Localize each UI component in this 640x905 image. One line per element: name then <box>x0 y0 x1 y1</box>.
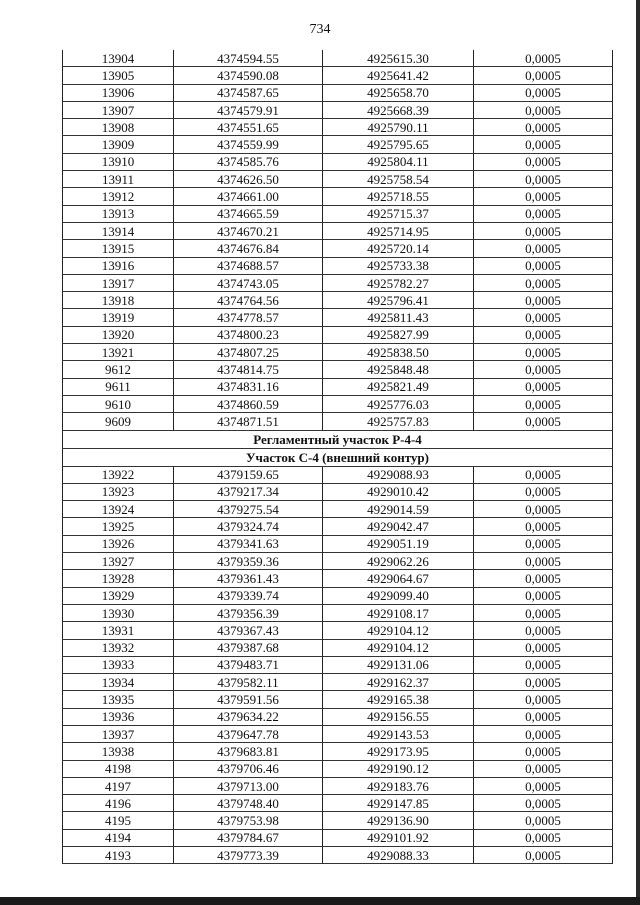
precision: 0,0005 <box>474 691 613 708</box>
table-row <box>63 67 613 84</box>
precision: 0,0005 <box>474 309 613 326</box>
precision: 0,0005 <box>474 829 613 846</box>
y-coordinate: 4925668.39 <box>323 101 474 118</box>
point-number: 13916 <box>63 257 174 274</box>
precision: 0,0005 <box>474 101 613 118</box>
y-coordinate: 4929099.40 <box>323 587 474 604</box>
table-row <box>63 50 613 67</box>
point-number: 13921 <box>63 344 174 361</box>
point-number: 13925 <box>63 518 174 535</box>
point-number: 9610 <box>63 395 174 412</box>
x-coordinate: 4374590.08 <box>174 67 323 84</box>
table-row <box>63 656 613 673</box>
point-number: 4198 <box>63 760 174 777</box>
y-coordinate: 4925821.49 <box>323 378 474 395</box>
precision: 0,0005 <box>474 222 613 239</box>
y-coordinate: 4929165.38 <box>323 691 474 708</box>
table-row <box>63 604 613 621</box>
x-coordinate: 4374831.16 <box>174 378 323 395</box>
table-row <box>63 153 613 170</box>
x-coordinate: 4374676.84 <box>174 240 323 257</box>
y-coordinate: 4925758.54 <box>323 171 474 188</box>
precision: 0,0005 <box>474 760 613 777</box>
table-row <box>63 361 613 378</box>
point-number: 13904 <box>63 50 174 67</box>
y-coordinate: 4929088.93 <box>323 466 474 483</box>
precision: 0,0005 <box>474 240 613 257</box>
y-coordinate: 4925811.43 <box>323 309 474 326</box>
y-coordinate: 4929173.95 <box>323 743 474 760</box>
x-coordinate: 4379647.78 <box>174 725 323 742</box>
precision: 0,0005 <box>474 119 613 136</box>
y-coordinate: 4929062.26 <box>323 553 474 570</box>
x-coordinate: 4374860.59 <box>174 395 323 412</box>
x-coordinate: 4374807.25 <box>174 344 323 361</box>
point-number: 13911 <box>63 171 174 188</box>
table-row <box>63 553 613 570</box>
point-number: 13920 <box>63 326 174 343</box>
y-coordinate: 4929014.59 <box>323 501 474 518</box>
x-coordinate: 4379713.00 <box>174 777 323 794</box>
table-row <box>63 292 613 309</box>
point-number: 9611 <box>63 378 174 395</box>
y-coordinate: 4929010.42 <box>323 483 474 500</box>
scan-edge-bottom <box>0 897 640 905</box>
table-row <box>63 483 613 500</box>
point-number: 13909 <box>63 136 174 153</box>
point-number: 13913 <box>63 205 174 222</box>
table-row <box>63 309 613 326</box>
point-number: 13926 <box>63 535 174 552</box>
table-row <box>63 622 613 639</box>
y-coordinate: 4929088.33 <box>323 847 474 864</box>
point-number: 13905 <box>63 67 174 84</box>
x-coordinate: 4374661.00 <box>174 188 323 205</box>
x-coordinate: 4374688.57 <box>174 257 323 274</box>
table-row <box>63 205 613 222</box>
table-row <box>63 274 613 291</box>
y-coordinate: 4925757.83 <box>323 413 474 430</box>
x-coordinate: 4374559.99 <box>174 136 323 153</box>
table-row <box>63 344 613 361</box>
subsection-title: Участок С-4 (внешний контур) <box>63 448 613 466</box>
x-coordinate: 4379367.43 <box>174 622 323 639</box>
table-row <box>63 795 613 812</box>
y-coordinate: 4925795.65 <box>323 136 474 153</box>
x-coordinate: 4374764.56 <box>174 292 323 309</box>
x-coordinate: 4374665.59 <box>174 205 323 222</box>
x-coordinate: 4379275.54 <box>174 501 323 518</box>
y-coordinate: 4929162.37 <box>323 674 474 691</box>
table-row <box>63 240 613 257</box>
x-coordinate: 4379339.74 <box>174 587 323 604</box>
subsection-row <box>63 448 613 466</box>
precision: 0,0005 <box>474 292 613 309</box>
precision: 0,0005 <box>474 777 613 794</box>
point-number: 13932 <box>63 639 174 656</box>
y-coordinate: 4925718.55 <box>323 188 474 205</box>
point-number: 13934 <box>63 674 174 691</box>
x-coordinate: 4379784.67 <box>174 829 323 846</box>
point-number: 13919 <box>63 309 174 326</box>
table-row <box>63 188 613 205</box>
precision: 0,0005 <box>474 604 613 621</box>
y-coordinate: 4929042.47 <box>323 518 474 535</box>
table-row <box>63 378 613 395</box>
table-row <box>63 639 613 656</box>
precision: 0,0005 <box>474 413 613 430</box>
point-number: 13937 <box>63 725 174 742</box>
y-coordinate: 4929108.17 <box>323 604 474 621</box>
x-coordinate: 4379634.22 <box>174 708 323 725</box>
table-row <box>63 847 613 864</box>
table-row <box>63 101 613 118</box>
table-row <box>63 743 613 760</box>
point-number: 13936 <box>63 708 174 725</box>
x-coordinate: 4374585.76 <box>174 153 323 170</box>
precision: 0,0005 <box>474 570 613 587</box>
point-number: 4197 <box>63 777 174 794</box>
precision: 0,0005 <box>474 136 613 153</box>
y-coordinate: 4925848.48 <box>323 361 474 378</box>
table-row <box>63 413 613 430</box>
table-block-2 <box>63 466 613 864</box>
table-block-1 <box>63 50 613 430</box>
table-section-headers <box>63 430 613 466</box>
precision: 0,0005 <box>474 535 613 552</box>
precision: 0,0005 <box>474 639 613 656</box>
precision: 0,0005 <box>474 344 613 361</box>
table-row <box>63 84 613 101</box>
table-row <box>63 760 613 777</box>
x-coordinate: 4374670.21 <box>174 222 323 239</box>
x-coordinate: 4374778.57 <box>174 309 323 326</box>
precision: 0,0005 <box>474 67 613 84</box>
point-number: 13914 <box>63 222 174 239</box>
y-coordinate: 4929190.12 <box>323 760 474 777</box>
y-coordinate: 4929143.53 <box>323 725 474 742</box>
precision: 0,0005 <box>474 812 613 829</box>
table-row <box>63 466 613 483</box>
y-coordinate: 4925720.14 <box>323 240 474 257</box>
x-coordinate: 4374626.50 <box>174 171 323 188</box>
y-coordinate: 4925641.42 <box>323 67 474 84</box>
y-coordinate: 4929051.19 <box>323 535 474 552</box>
y-coordinate: 4925838.50 <box>323 344 474 361</box>
table-row <box>63 570 613 587</box>
precision: 0,0005 <box>474 50 613 67</box>
y-coordinate: 4929131.06 <box>323 656 474 673</box>
table-row <box>63 257 613 274</box>
precision: 0,0005 <box>474 743 613 760</box>
y-coordinate: 4929104.12 <box>323 622 474 639</box>
table-row <box>63 725 613 742</box>
table-row <box>63 326 613 343</box>
table-row <box>63 777 613 794</box>
point-number: 13935 <box>63 691 174 708</box>
point-number: 13931 <box>63 622 174 639</box>
x-coordinate: 4379683.81 <box>174 743 323 760</box>
point-number: 13928 <box>63 570 174 587</box>
point-number: 13907 <box>63 101 174 118</box>
precision: 0,0005 <box>474 795 613 812</box>
y-coordinate: 4925790.11 <box>323 119 474 136</box>
table-row <box>63 171 613 188</box>
y-coordinate: 4925733.38 <box>323 257 474 274</box>
point-number: 13912 <box>63 188 174 205</box>
y-coordinate: 4925804.11 <box>323 153 474 170</box>
precision: 0,0005 <box>474 587 613 604</box>
precision: 0,0005 <box>474 153 613 170</box>
precision: 0,0005 <box>474 361 613 378</box>
point-number: 13917 <box>63 274 174 291</box>
x-coordinate: 4379361.43 <box>174 570 323 587</box>
y-coordinate: 4929136.90 <box>323 812 474 829</box>
point-number: 13915 <box>63 240 174 257</box>
x-coordinate: 4374594.55 <box>174 50 323 67</box>
point-number: 13906 <box>63 84 174 101</box>
table-row <box>63 812 613 829</box>
x-coordinate: 4379324.74 <box>174 518 323 535</box>
table-row <box>63 708 613 725</box>
table-row <box>63 587 613 604</box>
table-row <box>63 535 613 552</box>
precision: 0,0005 <box>474 847 613 864</box>
point-number: 13933 <box>63 656 174 673</box>
section-row <box>63 430 613 448</box>
precision: 0,0005 <box>474 84 613 101</box>
x-coordinate: 4374587.65 <box>174 84 323 101</box>
y-coordinate: 4925715.37 <box>323 205 474 222</box>
x-coordinate: 4379359.36 <box>174 553 323 570</box>
point-number: 13929 <box>63 587 174 604</box>
precision: 0,0005 <box>474 656 613 673</box>
x-coordinate: 4379217.34 <box>174 483 323 500</box>
x-coordinate: 4374814.75 <box>174 361 323 378</box>
precision: 0,0005 <box>474 205 613 222</box>
y-coordinate: 4925658.70 <box>323 84 474 101</box>
y-coordinate: 4925776.03 <box>323 395 474 412</box>
point-number: 4196 <box>63 795 174 812</box>
precision: 0,0005 <box>474 674 613 691</box>
precision: 0,0005 <box>474 466 613 483</box>
precision: 0,0005 <box>474 518 613 535</box>
y-coordinate: 4925615.30 <box>323 50 474 67</box>
x-coordinate: 4379387.68 <box>174 639 323 656</box>
point-number: 13927 <box>63 553 174 570</box>
point-number: 13908 <box>63 119 174 136</box>
table-row <box>63 136 613 153</box>
point-number: 9609 <box>63 413 174 430</box>
y-coordinate: 4929156.55 <box>323 708 474 725</box>
precision: 0,0005 <box>474 378 613 395</box>
table-row <box>63 829 613 846</box>
x-coordinate: 4374800.23 <box>174 326 323 343</box>
point-number: 9612 <box>63 361 174 378</box>
y-coordinate: 4925796.41 <box>323 292 474 309</box>
precision: 0,0005 <box>474 274 613 291</box>
x-coordinate: 4374579.91 <box>174 101 323 118</box>
precision: 0,0005 <box>474 501 613 518</box>
x-coordinate: 4379159.65 <box>174 466 323 483</box>
y-coordinate: 4929101.92 <box>323 829 474 846</box>
precision: 0,0005 <box>474 483 613 500</box>
x-coordinate: 4379356.39 <box>174 604 323 621</box>
point-number: 4194 <box>63 829 174 846</box>
precision: 0,0005 <box>474 708 613 725</box>
table-row <box>63 119 613 136</box>
section-title: Регламентный участок Р-4-4 <box>63 430 613 448</box>
x-coordinate: 4379773.39 <box>174 847 323 864</box>
point-number: 13923 <box>63 483 174 500</box>
x-coordinate: 4379591.56 <box>174 691 323 708</box>
point-number: 4193 <box>63 847 174 864</box>
x-coordinate: 4379753.98 <box>174 812 323 829</box>
x-coordinate: 4379483.71 <box>174 656 323 673</box>
point-number: 13910 <box>63 153 174 170</box>
y-coordinate: 4929147.85 <box>323 795 474 812</box>
x-coordinate: 4379341.63 <box>174 535 323 552</box>
x-coordinate: 4374743.05 <box>174 274 323 291</box>
page-number: 734 <box>309 22 331 37</box>
y-coordinate: 4925827.99 <box>323 326 474 343</box>
scan-edge-right <box>636 0 640 905</box>
y-coordinate: 4925782.27 <box>323 274 474 291</box>
precision: 0,0005 <box>474 553 613 570</box>
precision: 0,0005 <box>474 257 613 274</box>
table-row <box>63 674 613 691</box>
precision: 0,0005 <box>474 326 613 343</box>
point-number: 4195 <box>63 812 174 829</box>
point-number: 13930 <box>63 604 174 621</box>
x-coordinate: 4374551.65 <box>174 119 323 136</box>
point-number: 13918 <box>63 292 174 309</box>
table-row <box>63 501 613 518</box>
point-number: 13922 <box>63 466 174 483</box>
table-row <box>63 691 613 708</box>
point-number: 13924 <box>63 501 174 518</box>
y-coordinate: 4929064.67 <box>323 570 474 587</box>
precision: 0,0005 <box>474 622 613 639</box>
precision: 0,0005 <box>474 395 613 412</box>
precision: 0,0005 <box>474 725 613 742</box>
x-coordinate: 4374871.51 <box>174 413 323 430</box>
precision: 0,0005 <box>474 171 613 188</box>
point-number: 13938 <box>63 743 174 760</box>
x-coordinate: 4379706.46 <box>174 760 323 777</box>
y-coordinate: 4929183.76 <box>323 777 474 794</box>
y-coordinate: 4925714.95 <box>323 222 474 239</box>
coordinates-table <box>62 50 613 864</box>
table-row <box>63 518 613 535</box>
precision: 0,0005 <box>474 188 613 205</box>
y-coordinate: 4929104.12 <box>323 639 474 656</box>
x-coordinate: 4379582.11 <box>174 674 323 691</box>
table-row <box>63 395 613 412</box>
table-row <box>63 222 613 239</box>
x-coordinate: 4379748.40 <box>174 795 323 812</box>
